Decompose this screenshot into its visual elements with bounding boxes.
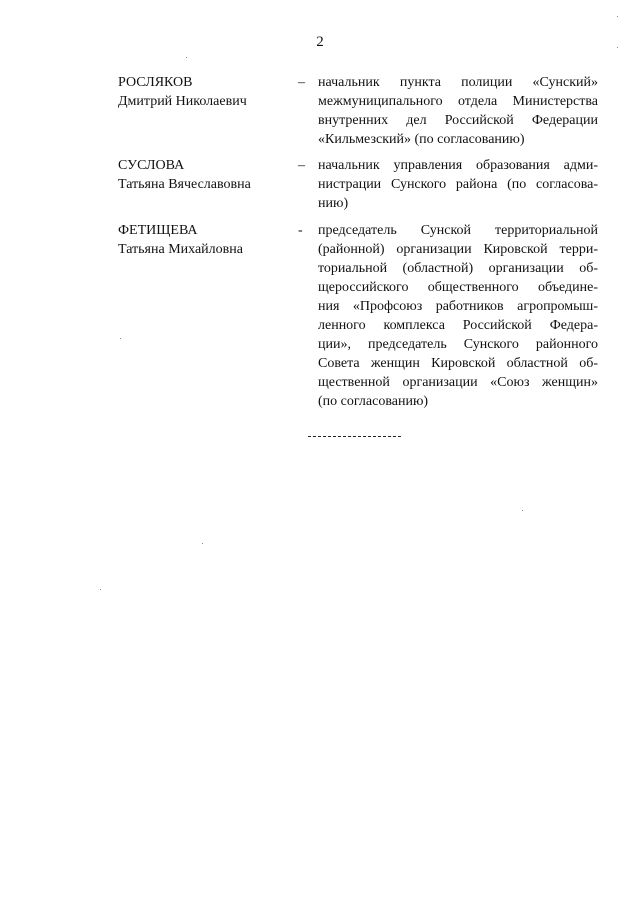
scan-speck [617, 16, 618, 17]
person-surname: РОСЛЯКОВ [118, 75, 193, 90]
role-line: внутренних дел Российской Федерации [318, 113, 598, 128]
entry-dash: – [298, 158, 305, 173]
end-of-list-rule [308, 436, 401, 437]
scan-speck [120, 338, 121, 339]
role-line: председатель Сунской территориальной [318, 223, 598, 238]
role-line: начальник пункта полиции «Сунский» [318, 75, 598, 90]
role-line: щественной организации «Союз женщин» [318, 375, 598, 390]
scan-speck [202, 543, 203, 544]
scan-speck [522, 510, 523, 511]
role-description [318, 73, 598, 149]
role-line: межмуниципального отдела Министерства [318, 94, 598, 109]
person-surname: СУСЛОВА [118, 158, 185, 173]
role-line: ции», председатель Сунского районного [318, 337, 598, 352]
role-line: нию) [318, 196, 349, 211]
role-line: ния «Профсоюз работников агропромыш- [318, 299, 598, 314]
role-line: начальник управления образования адми- [318, 158, 598, 173]
page-number: 2 [316, 34, 324, 50]
person-given-names: Дмитрий Николаевич [118, 94, 247, 109]
scan-speck [617, 47, 618, 48]
role-line: ториальной (областной) организации об- [318, 261, 598, 276]
entry-dash: - [298, 223, 303, 238]
role-line: (районной) организации Кировской терри- [318, 242, 598, 257]
person-name [118, 73, 298, 111]
person-name [118, 221, 298, 259]
role-description [318, 221, 598, 411]
person-given-names: Татьяна Михайловна [118, 242, 243, 257]
role-line: «Кильмезский» (по согласованию) [318, 132, 525, 147]
person-given-names: Татьяна Вячеславовна [118, 177, 251, 192]
role-line: Совета женщин Кировской областной об- [318, 356, 598, 371]
role-line: (по согласованию) [318, 394, 429, 409]
scan-speck [186, 57, 187, 58]
role-line: ленного комплекса Российской Федера- [318, 318, 598, 333]
role-line: нистрации Сунского района (по согласова- [318, 177, 598, 192]
entry-dash: – [298, 75, 305, 90]
scan-speck [100, 589, 101, 590]
person-name [118, 156, 298, 194]
person-surname: ФЕТИЩЕВА [118, 223, 198, 238]
role-description [318, 156, 598, 213]
role-line: щероссийского общественного объедине- [318, 280, 598, 295]
